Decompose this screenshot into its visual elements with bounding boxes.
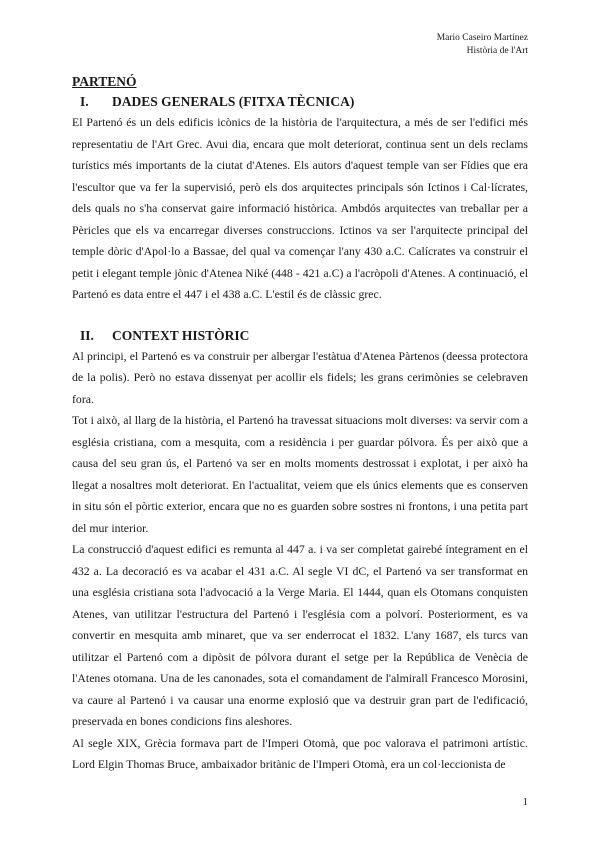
section-number: I. <box>80 94 89 109</box>
header-course: Història de l'Art <box>466 46 528 56</box>
page-header <box>437 32 528 58</box>
page-number: 1 <box>522 796 528 808</box>
paragraph: Al principi, el Partenó es va construir per albergar l'estàtua d'Atenea Pàrtenos (deessa protectora de la polis). Però no estava dissenyat per acollir els fidels; les grans cerimònies se celebraven fora. <box>72 348 528 406</box>
paragraph: Tot i això, al llarg de la història, el Partenó ha travessat situacions molt diverses: va servir com a església cristiana, com a mesquita, com a residència i per guardar pólvora. És per això que a causa del seu gran ús, el Partenó va ser en molts moments destrossat i explotat, i per això ha llegat a nosaltres molt deteriorat. En l'actualitat, veiem que els únics elements que es conserven in situ són el pòrtic exterior, encara que no es guarden sobre sostres ni frontons, i una petita part del mur interior. <box>72 413 528 535</box>
section-heading-2 <box>72 326 528 346</box>
section-heading-1 <box>72 92 528 112</box>
section-number: II. <box>80 327 94 343</box>
paragraph: El Partenó és un dels edificis icònics de la història de l'arquitectura, a més de ser l'edifici més representatiu de l'Art Grec. Avui dia, encara que molt deteriorat, continua sent un dels reclams turístics més importants de la ciutat d'Atenes. Els autors d'aquest temple van ser Fídies que era l'escultor que va fer la supervisió, però els dos arquitectes principals són Ictinos i Cal·lícrates, dels quals no s'ha conservat gaire informació històrica. Ambdós arquitectes van treballar per a Pèricles que els va encarregar diverses construccions. Ictinos va ser l'arquitecte principal del temple dòric d'Apol·lo a Bassae, del qual va començar l'any 430 a.C. Calícrates va construir el petit i elegant temple jònic d'Atenea Niké (448 - 421 a.C) a l'acròpoli d'Atenes. A continuació, el Partenó es data entre el 447 i el 438 a.C. L'estil és de clàssic grec. <box>72 115 528 301</box>
document-body <box>72 72 528 776</box>
document-title: PARTENÓ <box>72 74 137 89</box>
paragraph: Al segle XIX, Grècia formava part de l'Imperi Otomà, que poc valorava el patrimoni artístic. Lord Elgin Thomas Bruce, ambaixador britànic de l'Imperi Otomà, era un col·leccionista de <box>72 735 528 771</box>
section-title: CONTEXT HISTÒRIC <box>112 327 250 343</box>
header-author: Mario Caseiro Martínez <box>436 33 528 43</box>
paragraph: La construcció d'aquest edifici es remunta al 447 a. i va ser completat gairebé íntegrament en el 432 a. La decoració es va acabar el 431 a.C. Al segle VI dC, el Partenó va ser transformat en una església cristiana sota l'advocació a la Verge Maria. El 1444, quan els Otomans conquisten Atenes, van utilitzar l'estructura del Partenó i l'església com a polvorí. Posteriorment, es va convertir en mesquita amb minaret, que va ser enderrocat el 1832. L'any 1687, els turcs van utilitzar el Partenó com a dipòsit de pólvora durant el setge per la República de Venècia de l'Atenes otomana. Una de les canonades, sota el comandament de l'almirall Francesco Morosini, va caure al Partenó i va causar una enorme explosió que va destruir gran part de l'edificació, preservada en bones condicions fins aleshores. <box>72 542 528 728</box>
section-title: DADES GENERALS (FITXA TÈCNICA) <box>112 94 355 109</box>
